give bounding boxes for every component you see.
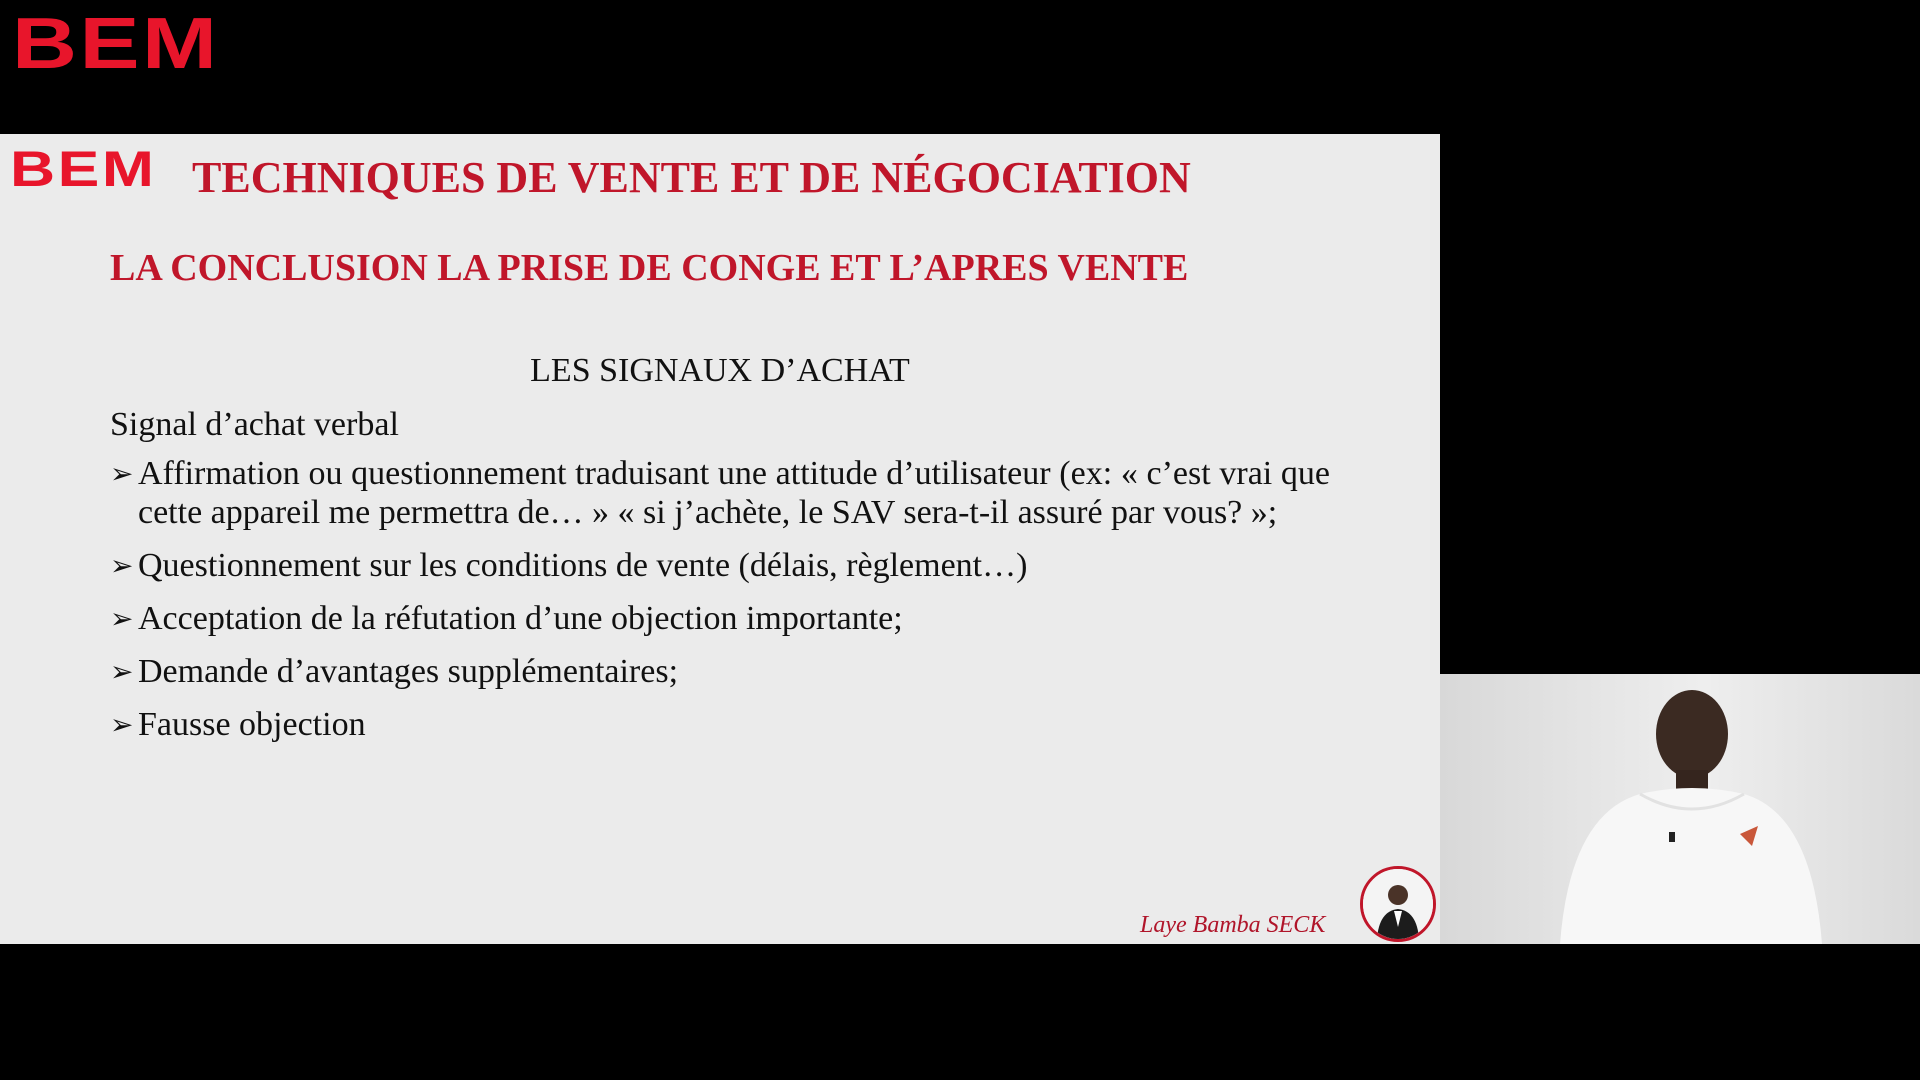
bullet-text: Affirmation ou questionnement traduisant une attitude d’utilisateur (ex: « c’est vrai que cette appareil me permettra de… » « si j’achète, le SAV sera-t-il assuré par vous? »; [138, 455, 1330, 531]
bullet-text: Acceptation de la réfutation d’une objection importante; [138, 600, 903, 637]
presenter-portrait-icon [1360, 866, 1436, 942]
bullet-text: Fausse objection [138, 706, 366, 743]
bullet-item [110, 652, 1330, 691]
bem-logo-top: BEM [12, 4, 220, 84]
intro-text: Signal d’achat verbal [110, 406, 399, 443]
bullet-text: Questionnement sur les conditions de vente (délais, règlement…) [138, 547, 1028, 584]
presentation-slide [0, 134, 1440, 944]
bullet-item [110, 599, 1330, 638]
arrow-bullet-icon: ➢ [110, 655, 134, 688]
section-heading: LES SIGNAUX D’ACHAT [530, 352, 910, 389]
slide-title: TECHNIQUES DE VENTE ET DE NÉGOCIATION [192, 153, 1191, 202]
bullet-text: Demande d’avantages supplémentaires; [138, 653, 679, 690]
arrow-bullet-icon: ➢ [110, 708, 134, 741]
arrow-bullet-icon: ➢ [110, 549, 134, 582]
slide-subtitle: LA CONCLUSION LA PRISE DE CONGE ET L’APRES VENTE [110, 247, 1189, 289]
bullet-item [110, 546, 1330, 585]
bullet-item [110, 705, 1330, 744]
author-signature: Laye Bamba SECK [1140, 912, 1326, 938]
bullet-item [110, 454, 1330, 532]
presenter-video-feed [1440, 674, 1920, 944]
bem-logo-slide: BEM [10, 141, 157, 197]
bullet-list [110, 454, 1330, 758]
arrow-bullet-icon: ➢ [110, 602, 134, 635]
arrow-bullet-icon: ➢ [110, 457, 134, 490]
